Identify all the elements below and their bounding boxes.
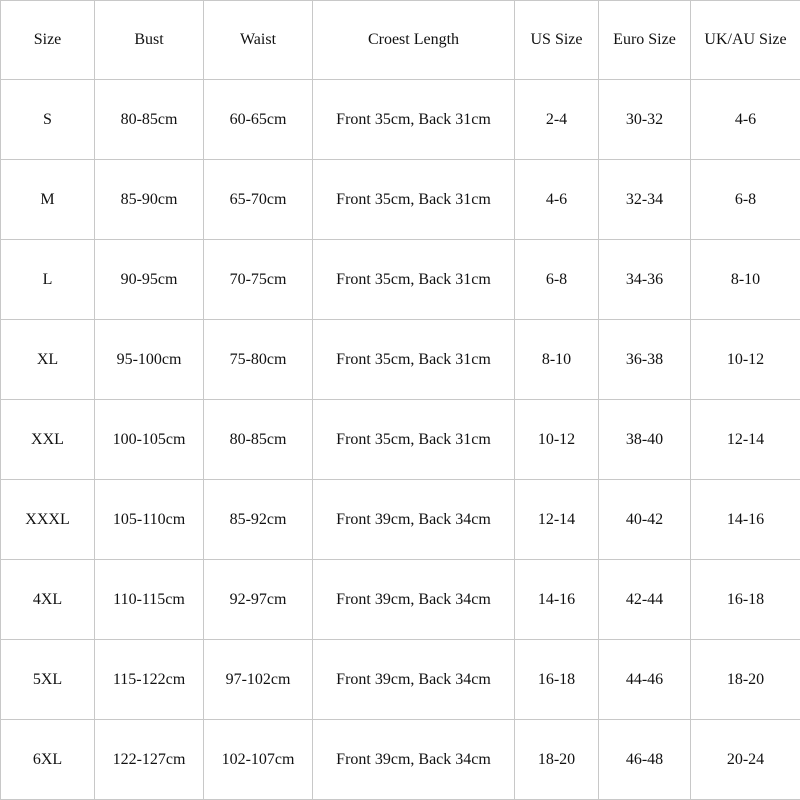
cell-size: S xyxy=(1,80,95,160)
cell-crest-length: Front 35cm, Back 31cm xyxy=(313,240,515,320)
table-row xyxy=(1,480,800,560)
table-row xyxy=(1,160,800,240)
header-euro-size: Euro Size xyxy=(599,1,691,80)
cell-waist: 102-107cm xyxy=(204,720,313,800)
cell-uk-au-size: 20-24 xyxy=(691,720,800,800)
cell-waist: 65-70cm xyxy=(204,160,313,240)
cell-size: 6XL xyxy=(1,720,95,800)
cell-euro-size: 38-40 xyxy=(599,400,691,480)
table-body xyxy=(1,80,800,800)
cell-bust: 115-122cm xyxy=(95,640,204,720)
cell-uk-au-size: 12-14 xyxy=(691,400,800,480)
table-row xyxy=(1,80,800,160)
cell-crest-length: Front 35cm, Back 31cm xyxy=(313,400,515,480)
cell-crest-length: Front 39cm, Back 34cm xyxy=(313,640,515,720)
cell-euro-size: 32-34 xyxy=(599,160,691,240)
cell-bust: 122-127cm xyxy=(95,720,204,800)
cell-euro-size: 46-48 xyxy=(599,720,691,800)
table-row xyxy=(1,640,800,720)
cell-uk-au-size: 16-18 xyxy=(691,560,800,640)
table-row xyxy=(1,400,800,480)
cell-waist: 60-65cm xyxy=(204,80,313,160)
header-us-size: US Size xyxy=(515,1,599,80)
cell-crest-length: Front 39cm, Back 34cm xyxy=(313,480,515,560)
table-header xyxy=(1,1,800,80)
cell-waist: 70-75cm xyxy=(204,240,313,320)
cell-uk-au-size: 4-6 xyxy=(691,80,800,160)
cell-euro-size: 40-42 xyxy=(599,480,691,560)
cell-waist: 85-92cm xyxy=(204,480,313,560)
cell-waist: 92-97cm xyxy=(204,560,313,640)
cell-uk-au-size: 10-12 xyxy=(691,320,800,400)
cell-waist: 80-85cm xyxy=(204,400,313,480)
cell-crest-length: Front 35cm, Back 31cm xyxy=(313,320,515,400)
table-row xyxy=(1,720,800,800)
cell-us-size: 18-20 xyxy=(515,720,599,800)
table-row xyxy=(1,240,800,320)
cell-size: XL xyxy=(1,320,95,400)
table-row xyxy=(1,560,800,640)
cell-waist: 97-102cm xyxy=(204,640,313,720)
cell-euro-size: 30-32 xyxy=(599,80,691,160)
cell-size: 5XL xyxy=(1,640,95,720)
cell-uk-au-size: 14-16 xyxy=(691,480,800,560)
cell-us-size: 16-18 xyxy=(515,640,599,720)
cell-bust: 85-90cm xyxy=(95,160,204,240)
cell-uk-au-size: 18-20 xyxy=(691,640,800,720)
cell-us-size: 12-14 xyxy=(515,480,599,560)
cell-bust: 105-110cm xyxy=(95,480,204,560)
cell-us-size: 2-4 xyxy=(515,80,599,160)
cell-euro-size: 34-36 xyxy=(599,240,691,320)
cell-us-size: 14-16 xyxy=(515,560,599,640)
cell-crest-length: Front 35cm, Back 31cm xyxy=(313,80,515,160)
cell-waist: 75-80cm xyxy=(204,320,313,400)
header-row xyxy=(1,1,800,80)
cell-bust: 95-100cm xyxy=(95,320,204,400)
cell-size: XXXL xyxy=(1,480,95,560)
header-uk-au-size: UK/AU Size xyxy=(691,1,800,80)
cell-euro-size: 42-44 xyxy=(599,560,691,640)
cell-crest-length: Front 35cm, Back 31cm xyxy=(313,160,515,240)
cell-size: L xyxy=(1,240,95,320)
cell-bust: 100-105cm xyxy=(95,400,204,480)
cell-uk-au-size: 8-10 xyxy=(691,240,800,320)
cell-us-size: 4-6 xyxy=(515,160,599,240)
cell-euro-size: 36-38 xyxy=(599,320,691,400)
cell-us-size: 6-8 xyxy=(515,240,599,320)
cell-size: M xyxy=(1,160,95,240)
header-size: Size xyxy=(1,1,95,80)
header-bust: Bust xyxy=(95,1,204,80)
cell-us-size: 8-10 xyxy=(515,320,599,400)
cell-us-size: 10-12 xyxy=(515,400,599,480)
header-crest-length: Croest Length xyxy=(313,1,515,80)
cell-bust: 90-95cm xyxy=(95,240,204,320)
cell-uk-au-size: 6-8 xyxy=(691,160,800,240)
cell-bust: 110-115cm xyxy=(95,560,204,640)
cell-crest-length: Front 39cm, Back 34cm xyxy=(313,560,515,640)
table-row xyxy=(1,320,800,400)
cell-size: XXL xyxy=(1,400,95,480)
cell-crest-length: Front 39cm, Back 34cm xyxy=(313,720,515,800)
cell-size: 4XL xyxy=(1,560,95,640)
cell-euro-size: 44-46 xyxy=(599,640,691,720)
cell-bust: 80-85cm xyxy=(95,80,204,160)
header-waist: Waist xyxy=(204,1,313,80)
